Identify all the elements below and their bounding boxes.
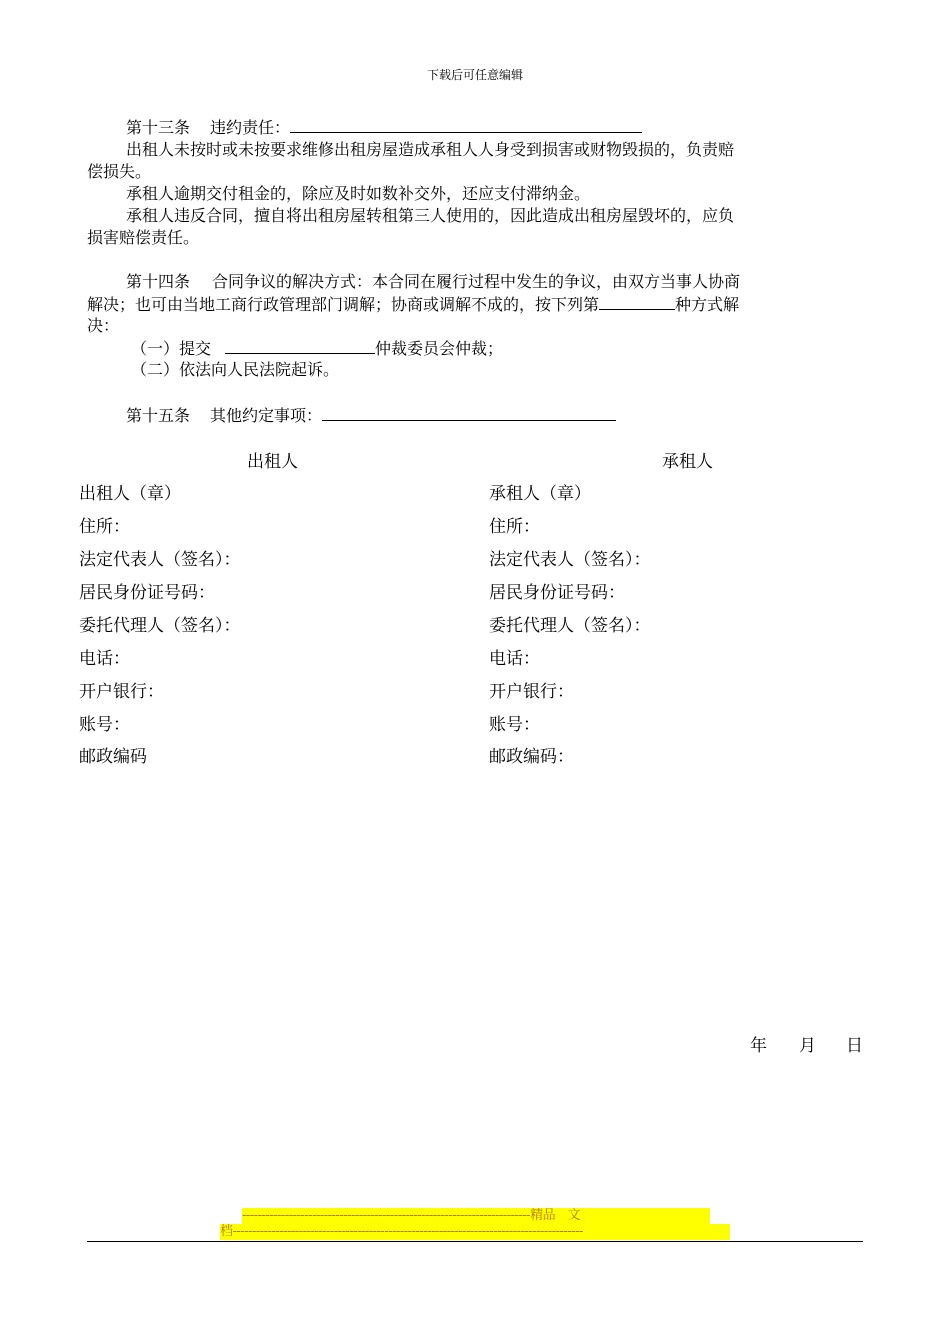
lessor-legal-rep: 法定代表人（签名）： — [79, 550, 241, 570]
lessor-postcode: 邮政编码 — [79, 747, 147, 767]
article-13-label: 违约责任： — [210, 118, 291, 137]
article-13-p3a: 承租人违反合同，擅自将出租房屋转租第三人使用的，因此造成出租房屋毁坏的，应负 — [126, 206, 735, 225]
lessee-phone: 电话： — [489, 649, 540, 669]
lessee-title: 承租人 — [662, 452, 713, 472]
article-13-heading — [126, 116, 642, 139]
lessor-account: 账号： — [79, 715, 130, 735]
article-14-title: 第十四条 — [126, 272, 191, 291]
lessor-bank: 开户银行： — [79, 682, 164, 702]
article-15-blank — [322, 404, 616, 421]
article-15-title: 第十五条 — [126, 406, 191, 425]
article-13-p1a: 出租人未按时或未按要求维修出租房屋造成承租人人身受到损害或财物毁损的，负责赔 — [126, 140, 735, 159]
lessee-address: 住所： — [489, 517, 540, 537]
lessor-phone: 电话： — [79, 649, 130, 669]
lessee-agent: 委托代理人（签名）： — [489, 616, 651, 636]
option-1-text: （一）提交 — [131, 339, 212, 358]
article-13-p3b: 损害赔偿责任。 — [87, 228, 200, 247]
lessee-id: 居民身份证号码： — [489, 583, 625, 603]
footer-text-2: 档 — [220, 1224, 233, 1239]
lessor-title: 出租人 — [247, 452, 298, 472]
article-14-text: 合同争议的解决方式：本合同在履行过程中发生的争议，由双方当事人协商 — [212, 272, 741, 291]
option-1-text-2: 仲裁委员会仲裁； — [375, 339, 504, 358]
footer-text-1: 精品 文 — [530, 1208, 581, 1223]
article-14-text-2b: 种方式解 — [675, 295, 740, 314]
article-13-title: 第十三条 — [126, 118, 191, 137]
article-15-heading — [126, 404, 616, 427]
footer-dashes-2: ------------------------------------------------------------------------------------------ — [232, 1224, 583, 1239]
lessee-bank: 开户银行： — [489, 682, 574, 702]
lessee-legal-rep: 法定代表人（签名）： — [489, 550, 651, 570]
lessor-agent: 委托代理人（签名）： — [79, 616, 241, 636]
date-day: 日 — [846, 1036, 863, 1056]
article-14-option-2: （二）依法向人民法院起诉。 — [131, 360, 340, 379]
article-14-line-1 — [126, 271, 740, 293]
lessee-postcode: 邮政编码： — [489, 747, 574, 767]
article-14-option-1 — [131, 337, 503, 360]
lessee-seal: 承租人（章） — [489, 484, 591, 504]
lessor-address: 住所： — [79, 517, 130, 537]
footer-dashes-1: -------------------------------------------------------------------------- — [242, 1208, 531, 1223]
footer-watermark-line-1 — [242, 1208, 710, 1224]
article-13-p2: 承租人逾期交付租金的，除应及时如数补交外，还应支付滞纳金。 — [126, 184, 591, 203]
article-14-text-2a: 解决；也可由当地工商行政管理部门调解；协商或调解不成的，按下列第 — [87, 295, 600, 314]
article-13-p1b: 偿损失。 — [87, 162, 152, 181]
article-14-line-3: 决： — [87, 316, 120, 335]
date-year: 年 — [750, 1036, 767, 1056]
footer-rule — [87, 1241, 863, 1242]
lessor-seal: 出租人（章） — [79, 484, 181, 504]
article-13-blank — [290, 116, 642, 133]
article-14-line-2 — [87, 293, 739, 316]
page-header: 下载后可任意编辑 — [426, 68, 523, 82]
lessee-account: 账号： — [489, 715, 540, 735]
footer-watermark-line-2 — [220, 1224, 730, 1240]
option-1-blank — [225, 337, 375, 354]
article-14-blank — [599, 293, 675, 310]
article-15-label: 其他约定事项： — [210, 406, 323, 425]
lessor-id: 居民身份证号码： — [79, 583, 215, 603]
date-month: 月 — [799, 1036, 816, 1056]
